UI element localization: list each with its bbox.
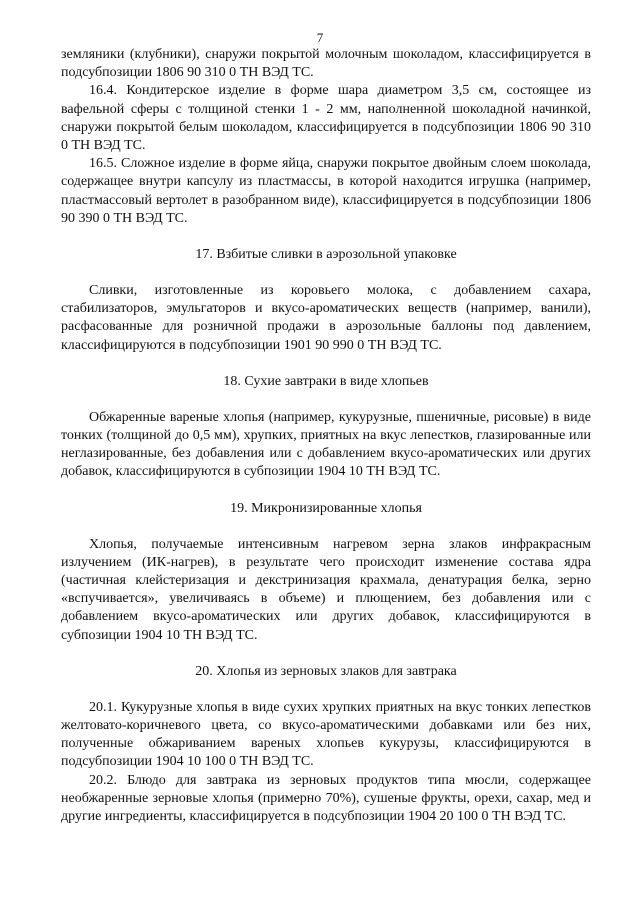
paragraph-18: Обжаренные вареные хлопья (например, кукурузные, пшеничные, рисовые) в виде тонких (толщиной до 0,5 мм), хрупких, приятных на вкус лепестков, глазированные или неглазированные, без добавления или с добавлением вкусо-ароматических или других добавок, классифицируются в субпозиции 1904 10 ТН ВЭД ТС.: [61, 409, 591, 480]
document-body: [61, 46, 591, 826]
paragraph-16-3-continuation: земляники (клубники), снаружи покрытой молочным шоколадом, классифицируется в подсубпозиции 1806 90 310 0 ТН ВЭД ТС.: [61, 47, 591, 81]
paragraph-20-1: 20.1. Кукурузные хлопья в виде сухих хрупких приятных на вкус тонких лепестков желтовато-коричневого цвета, со вкусо-ароматическими добавками или без них, полученные обжариванием вареных хлопьев кукурузы, классифицируются в подсубпозиции 1904 10 100 0 ТН ВЭД ТС.: [61, 699, 591, 770]
paragraph-19: Хлопья, получаемые интенсивным нагревом зерна злаков инфракрасным излучением (ИК-нагрев), в результате чего происходит изменение состава ядра (частичная клейстеризация и декстринизация крахмала, денатурация белка, зерно «вспучивается», увеличиваясь в объеме) и плющением, без добавления или с добавлением вкусо-ароматических или других добавок, классифицируются в субпозиции 1904 10 ТН ВЭД ТС.: [61, 536, 591, 643]
paragraph-20-2: 20.2. Блюдо для завтрака из зерновых продуктов типа мюсли, содержащее необжаренные зерновые хлопья (примерно 70%), сушеные фрукты, орехи, сахар, мед и другие ингредиенты, классифицируется в подсубпозиции 1904 20 100 0 ТН ВЭД ТС.: [61, 772, 591, 825]
section-heading-20: 20. Хлопья из зерновых злаков для завтрака: [195, 663, 457, 679]
page-number: 7: [316, 30, 324, 45]
paragraph-16-5: 16.5. Сложное изделие в форме яйца, снаружи покрытое двойным слоем шоколада, содержащее внутри капсулу из пластмассы, в которой находится игрушка (например, пластмассовый вертолет в разобранном виде), классифицируется в подсубпозиции 1806 90 390 0 ТН ВЭД ТС.: [61, 156, 591, 226]
section-heading-19: 19. Микронизированные хлопья: [230, 500, 422, 516]
section-heading-18: 18. Сухие завтраки в виде хлопьев: [223, 373, 429, 389]
paragraph-16-4: 16.4. Кондитерское изделие в форме шара диаметром 3,5 см, состоящее из вафельной сферы с толщиной стенки 1 - 2 мм, наполненной шоколадной начинкой, снаружи покрытой белым шоколадом, классифицируется в подсубпозиции 1806 90 310 0 ТН ВЭД ТС.: [61, 83, 591, 154]
section-heading-17: 17. Взбитые сливки в аэрозольной упаковке: [195, 247, 457, 263]
paragraph-17: Сливки, изготовленные из коровьего молока, с добавлением сахара, стабилизаторов, эмульгаторов и вкусо-ароматических веществ (например, ванили), расфасованные для розничной продажи в аэрозольные баллоны под давлением, классифицируются в подсубпозиции 1901 90 990 0 ТН ВЭД ТС.: [61, 283, 591, 353]
